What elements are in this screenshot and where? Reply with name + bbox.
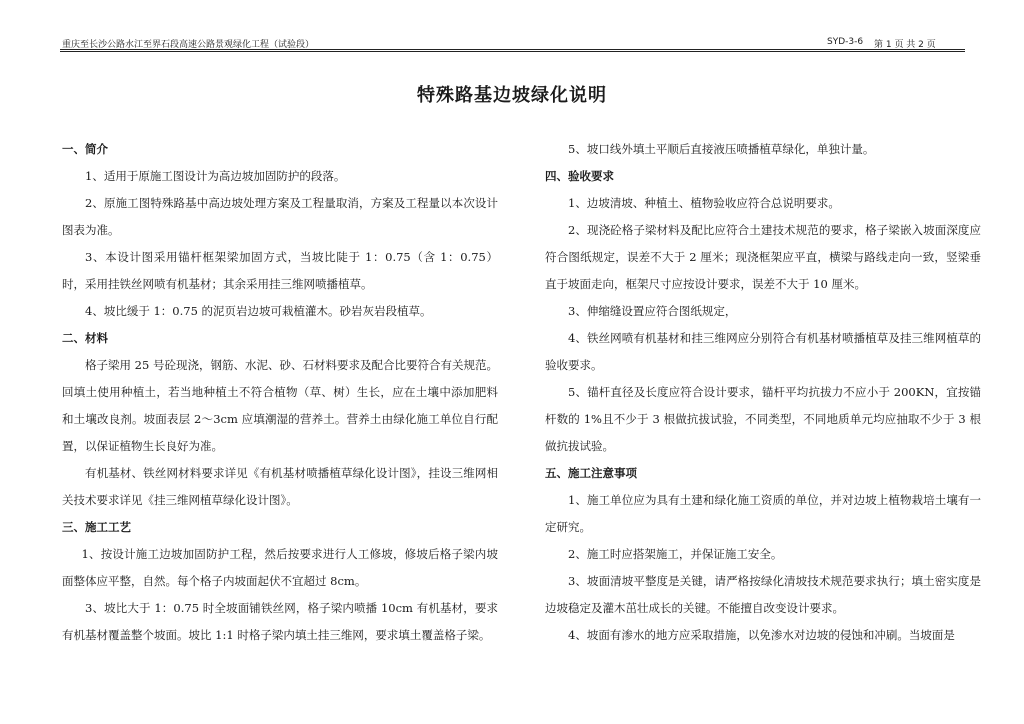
header-code: SYD-3-6 [827,37,864,47]
paragraph: 2、现浇砼格子梁材料及配比应符合土建技术规范的要求，格子梁嵌入坡面深度应符合图纸规定，误差不大于 2 厘米；现浇框架应平直，横梁与路线走向一致，竖梁垂直于坡面走向，框架尺寸应按设计要求，误差不大于 10 厘米。 [545,223,981,291]
page-title: 特殊路基边坡绿化说明 [417,85,607,106]
section-heading: 四、验收要求 [545,169,614,183]
section-heading: 五、施工注意事项 [545,466,637,480]
paragraph: 3、伸缩缝设置应符合图纸规定， [568,304,737,318]
paragraph: 5、坡口线外填土平顺后直接液压喷播植草绿化，单独计量。 [568,142,875,156]
paragraph: 3、坡比大于 1：0.75 时全坡面铺铁丝网，格子梁内喷播 10cm 有机基材，要求有机基材覆盖整个坡面。坡比 1:1 时格子梁内填土挂三维网，要求填土覆盖格子梁。 [62,601,498,642]
paragraph: 有机基材、铁丝网材料要求详见《有机基材喷播植草绿化设计图》，挂设三维网相关技术要求详见《挂三维网植草绿化设计图》。 [62,466,498,507]
paragraph: 1、边坡清坡、种植土、植物验收应符合总说明要求。 [568,196,840,210]
paragraph: 2、施工时应搭架施工，并保证施工安全。 [568,547,783,561]
paragraph: 格子梁用 25 号砼现浇，钢筋、水泥、砂、石材料要求及配合比要符合有关规范。回填土使用种植土，若当地种植土不符合植物（草、树）生长，应在土壤中添加肥料和土壤改良剂。坡面表层 2～3cm 应填潮湿的营养土。营养土由绿化施工单位自行配置，以保证植物生长良好为准。 [62,358,498,453]
right-column [545,136,981,649]
paragraph: 4、坡比缓于 1：0.75 的泥页岩边坡可栽植灌木。砂岩灰岩段植草。 [85,304,432,318]
paragraph: 1、适用于原施工图设计为高边坡加固防护的段落。 [85,169,346,183]
paragraph: 2、原施工图特殊路基中高边坡处理方案及工程量取消，方案及工程量以本次设计图表为准。 [62,196,498,237]
section-heading: 三、施工工艺 [62,520,131,534]
header-rule [60,51,965,52]
paragraph: 4、坡面有渗水的地方应采取措施，以免渗水对边坡的侵蚀和冲刷。当坡面是 [568,628,955,642]
paragraph: 1、按设计施工边坡加固防护工程，然后按要求进行人工修坡，修坡后格子梁内坡面整体应平整，自然。每个格子内坡面起伏不宜超过 8cm。 [62,547,498,588]
section-heading: 一、简介 [62,142,108,156]
paragraph: 3、本设计图采用锚杆框架梁加固方式，当坡比陡于 1：0.75（含 1：0.75）时，采用挂铁丝网喷有机基材；其余采用挂三维网喷播植草。 [62,250,498,291]
header-rule [60,49,965,50]
header-project: 重庆至长沙公路水江至界石段高速公路景观绿化工程（试验段） [62,40,315,50]
header-page-number: 第 1 页 共 2 页 [874,40,936,50]
paragraph: 4、铁丝网喷有机基材和挂三维网应分别符合有机基材喷播植草及挂三维网植草的验收要求。 [545,331,981,372]
left-column [62,136,498,649]
section-heading: 二、材料 [62,331,108,345]
paragraph: 3、坡面清坡平整度是关键，请严格按绿化清坡技术规范要求执行；填土密实度是边坡稳定及灌木茁壮成长的关键。不能擅自改变设计要求。 [545,574,981,615]
paragraph: 1、施工单位应为具有土建和绿化施工资质的单位，并对边坡上植物栽培土壤有一定研究。 [545,493,981,534]
paragraph: 5、锚杆直径及长度应符合设计要求，锚杆平均抗拔力不应小于 200KN，宜按锚杆数的 1%且不少于 3 根做抗拔试验，不同类型，不同地质单元均应抽取不少于 3 根做抗拔试验。 [545,385,981,453]
